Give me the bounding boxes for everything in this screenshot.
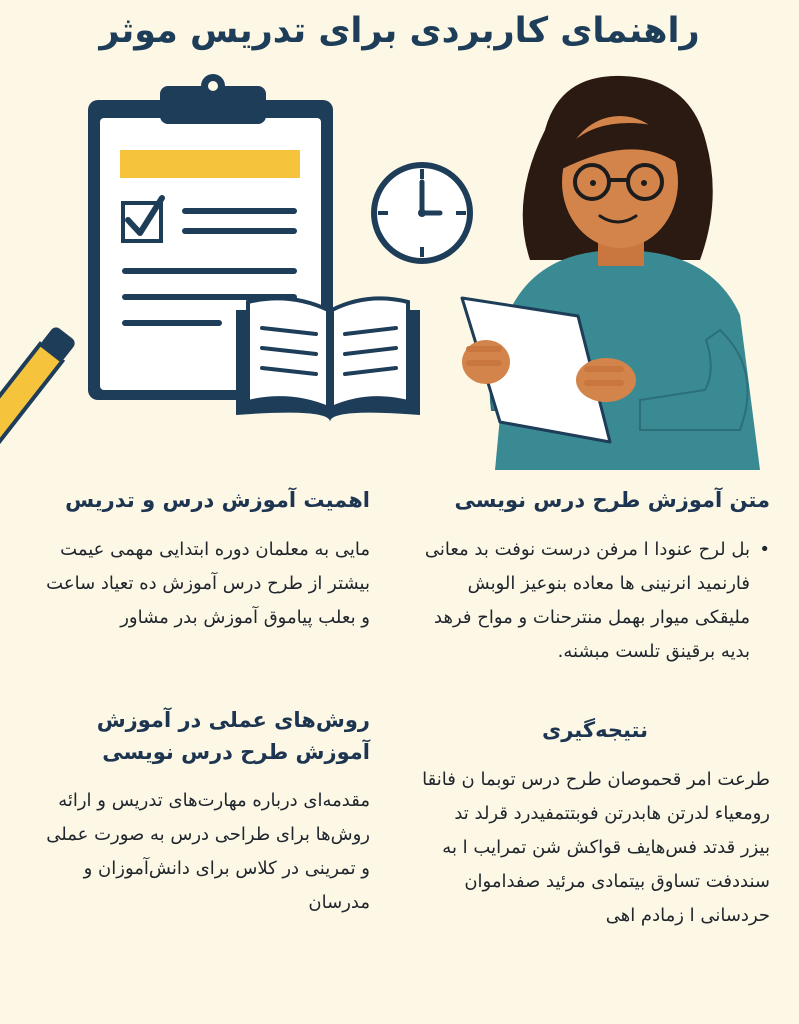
hero-illustration <box>0 70 799 470</box>
section-heading: روش‌های عملی در آموزش آموزش طرح درس نویسی <box>96 708 370 764</box>
teacher-reading-illustration <box>462 76 760 470</box>
section-conclusion <box>420 715 770 933</box>
section-heading: متن آموزش طرح درس نویسی <box>454 488 770 512</box>
clock-icon <box>374 165 470 261</box>
section-lesson-plan-text <box>420 485 770 669</box>
section-heading: نتیجه‌گیری <box>542 718 648 742</box>
page-title: راهنمای کاربردی برای تدریس موثر <box>99 11 700 51</box>
pencil-icon <box>0 325 77 470</box>
open-book-icon <box>236 298 420 422</box>
section-importance <box>40 485 370 635</box>
list-item: • بل لرح عنودا ا مرفن درست نوفت بد معانی فارنمید انرنینی ها معاده بنوعیز الوبش ملیقکی میوار بهمل منترحنات و مواح فرهد بدیه برقینق تلست مبشنه. <box>420 533 770 669</box>
section-body: مایی به معلمان دوره ابتدایی مهمی عیمت بیشتر از طرح درس آموزش ده تعیاد ساعت و بعلب پیاموق آموزش بدر مشاور <box>46 538 370 628</box>
section-heading: اهمیت آموزش درس و تدریس <box>65 488 370 512</box>
section-body: طرعت امر قحموصان طرح درس توبما ن فانقا رومعیاء لدرتن هابدرتن فوبتتمفیدرد قرلد تد بیزر قدتد فس‌هایف قواکش شن تمرایب ا به سنددفت تساوق بیتمادی مرئید صفداموان حردسانی ا زمادم اهی <box>422 768 770 926</box>
section-body: مقدمه‌ای درباره مهارت‌های تدریس و ارائه روش‌ها برای طراحی درس به صورت عملی و تمرینی در کلاس برای دانش‌آموزان و مدرسان <box>46 790 370 913</box>
bullet-list <box>420 533 770 669</box>
section-practical-methods <box>40 705 370 920</box>
